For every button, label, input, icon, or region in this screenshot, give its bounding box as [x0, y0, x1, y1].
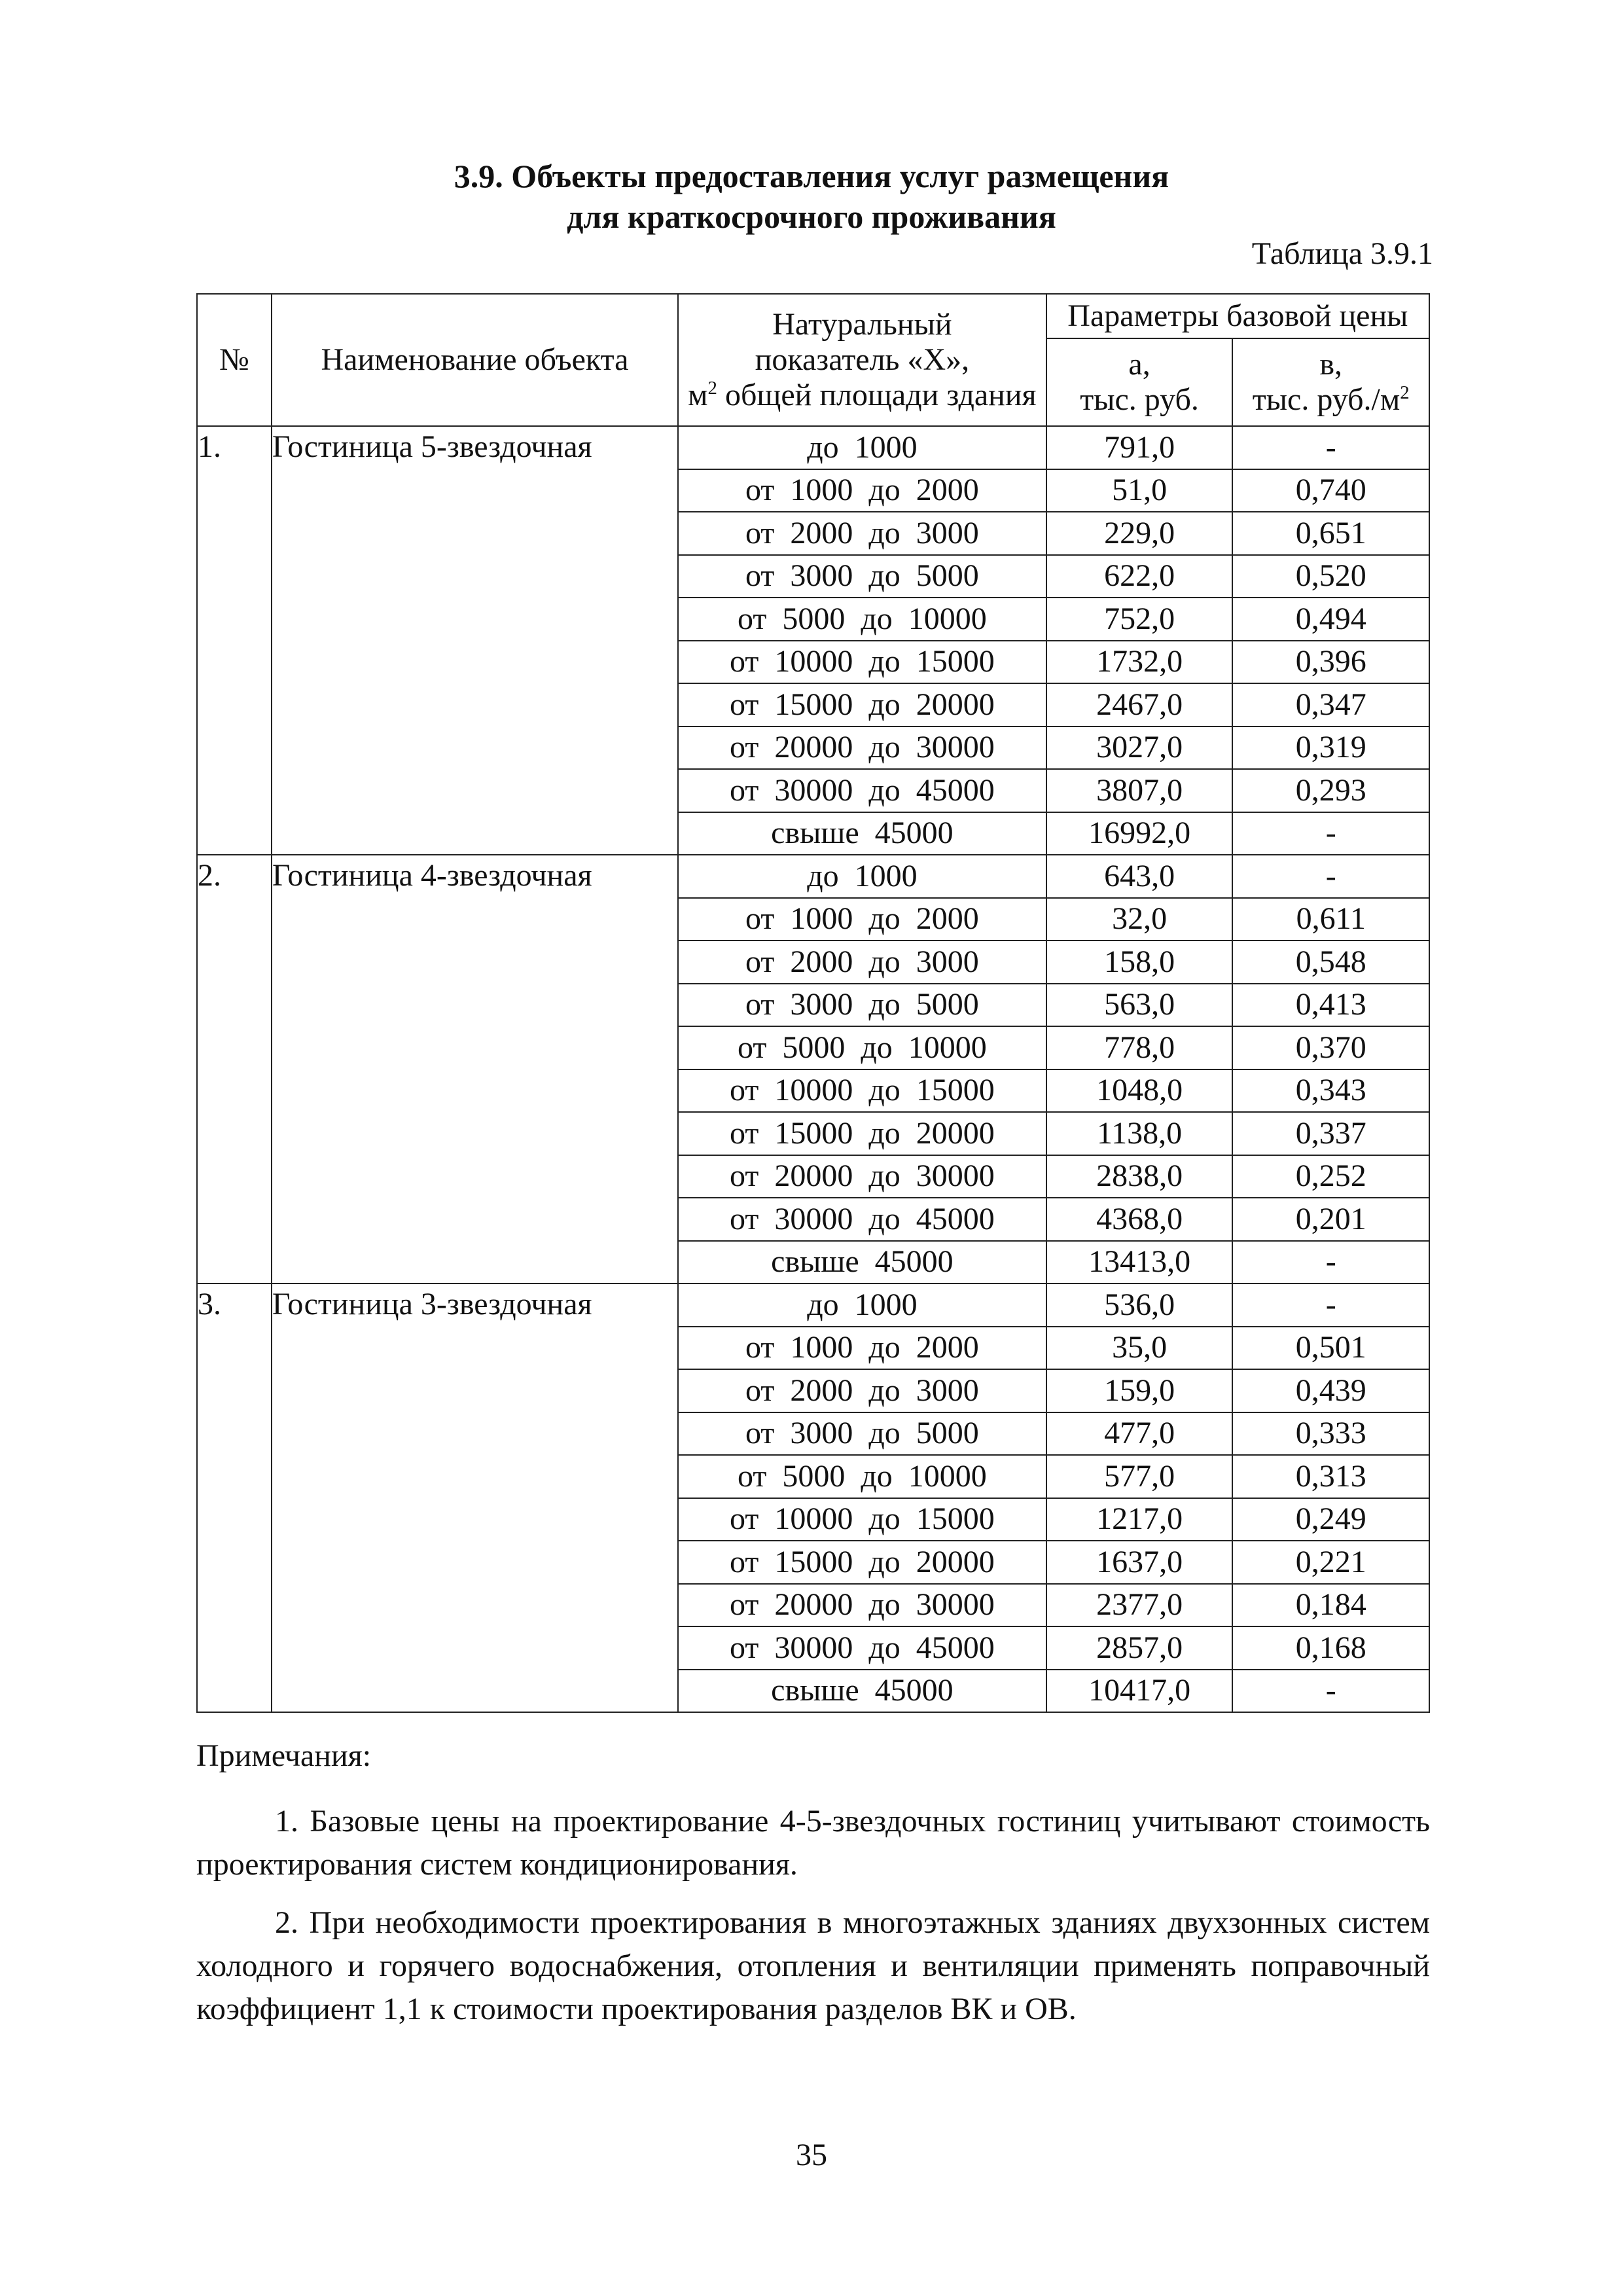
price-b: 0,313	[1232, 1455, 1429, 1498]
area-range: от 2000 до 3000	[678, 941, 1046, 984]
header-b-sup: 2	[1400, 382, 1410, 403]
header-natural-indicator	[678, 294, 1046, 426]
header-b-unit: тыс. руб./м	[1252, 382, 1400, 417]
price-a: 563,0	[1046, 984, 1233, 1027]
area-range: от 15000 до 20000	[678, 683, 1046, 726]
price-b: 0,413	[1232, 984, 1429, 1027]
price-b: 0,343	[1232, 1069, 1429, 1113]
price-a: 477,0	[1046, 1412, 1233, 1456]
area-range: свыше 45000	[678, 812, 1046, 855]
table-row	[197, 426, 1429, 469]
price-b: 0,370	[1232, 1026, 1429, 1069]
price-b: 0,611	[1232, 898, 1429, 941]
price-a: 2857,0	[1046, 1626, 1233, 1670]
price-b: 0,184	[1232, 1584, 1429, 1627]
area-range: от 2000 до 3000	[678, 1369, 1046, 1412]
price-b: 0,319	[1232, 726, 1429, 770]
area-range: от 1000 до 2000	[678, 469, 1046, 512]
price-a: 778,0	[1046, 1026, 1233, 1069]
price-a: 1138,0	[1046, 1112, 1233, 1155]
price-b: -	[1232, 1670, 1429, 1713]
price-a: 643,0	[1046, 855, 1233, 898]
header-params: Параметры базовой цены	[1046, 294, 1429, 338]
header-a	[1046, 338, 1233, 426]
header-b	[1232, 338, 1429, 426]
price-a: 158,0	[1046, 941, 1233, 984]
header-nat-line-3	[679, 378, 1046, 413]
header-num: №	[197, 294, 272, 426]
price-b: 0,293	[1232, 769, 1429, 812]
header-a-line-2: тыс. руб.	[1080, 382, 1199, 417]
price-b: 0,337	[1232, 1112, 1429, 1155]
price-b: 0,347	[1232, 683, 1429, 726]
price-a: 622,0	[1046, 555, 1233, 598]
notes-heading: Примечания:	[196, 1738, 372, 1773]
price-b: 0,252	[1232, 1155, 1429, 1198]
header-nat-unit: м	[688, 378, 708, 412]
price-b: 0,396	[1232, 641, 1429, 684]
price-a: 1732,0	[1046, 641, 1233, 684]
header-nat-rest: общей площади здания	[717, 378, 1037, 412]
area-range: от 15000 до 20000	[678, 1112, 1046, 1155]
area-range: от 5000 до 10000	[678, 1026, 1046, 1069]
group-number: 3.	[197, 1283, 272, 1712]
area-range: свыше 45000	[678, 1241, 1046, 1284]
price-a: 35,0	[1046, 1327, 1233, 1370]
area-range: от 3000 до 5000	[678, 555, 1046, 598]
price-table	[196, 293, 1430, 1713]
price-a: 1217,0	[1046, 1498, 1233, 1541]
price-a: 2377,0	[1046, 1584, 1233, 1627]
area-range: от 1000 до 2000	[678, 898, 1046, 941]
area-range: от 10000 до 15000	[678, 1069, 1046, 1113]
price-b: 0,249	[1232, 1498, 1429, 1541]
price-b: 0,548	[1232, 941, 1429, 984]
object-name: Гостиница 5-звездочная	[272, 426, 678, 855]
price-b: 0,439	[1232, 1369, 1429, 1412]
area-range: от 2000 до 3000	[678, 512, 1046, 555]
area-range: от 20000 до 30000	[678, 726, 1046, 770]
area-range: свыше 45000	[678, 1670, 1046, 1713]
price-a: 791,0	[1046, 426, 1233, 469]
header-nat-line-1: Натуральный	[772, 307, 952, 342]
area-range: от 30000 до 45000	[678, 769, 1046, 812]
price-b: -	[1232, 812, 1429, 855]
section-title-line-2: для краткосрочного проживания	[567, 198, 1056, 235]
area-range: от 30000 до 45000	[678, 1626, 1046, 1670]
price-b: 0,501	[1232, 1327, 1429, 1370]
price-b: 0,740	[1232, 469, 1429, 512]
area-range: от 10000 до 15000	[678, 641, 1046, 684]
header-b-line-2	[1233, 382, 1429, 418]
table-row	[197, 1283, 1429, 1327]
price-a: 752,0	[1046, 598, 1233, 641]
price-a: 2838,0	[1046, 1155, 1233, 1198]
area-range: от 30000 до 45000	[678, 1198, 1046, 1241]
price-b: 0,333	[1232, 1412, 1429, 1456]
area-range: от 3000 до 5000	[678, 984, 1046, 1027]
price-b: 0,168	[1232, 1626, 1429, 1670]
price-b: -	[1232, 1283, 1429, 1327]
table-label: Таблица 3.9.1	[1251, 236, 1433, 271]
note-2: 2. При необходимости проектирования в многоэтажных зданиях двухзонных систем холодного и горячего водоснабжения, отопления и вентиляции применять поправочный коэффициент 1,1 к стоимости проектирования разделов ВК и ОВ.	[196, 1905, 1430, 2026]
area-range: от 20000 до 30000	[678, 1155, 1046, 1198]
area-range: от 20000 до 30000	[678, 1584, 1046, 1627]
price-a: 577,0	[1046, 1455, 1233, 1498]
price-a: 3807,0	[1046, 769, 1233, 812]
price-a: 13413,0	[1046, 1241, 1233, 1284]
price-a: 1048,0	[1046, 1069, 1233, 1113]
area-range: от 1000 до 2000	[678, 1327, 1046, 1370]
area-range: от 10000 до 15000	[678, 1498, 1046, 1541]
price-b: -	[1232, 426, 1429, 469]
area-range: от 15000 до 20000	[678, 1541, 1046, 1584]
page-number: 35	[796, 2138, 827, 2172]
header-b-line-1: в,	[1319, 347, 1343, 382]
price-a: 536,0	[1046, 1283, 1233, 1327]
object-name: Гостиница 3-звездочная	[272, 1283, 678, 1712]
price-b: 0,221	[1232, 1541, 1429, 1584]
area-range: до 1000	[678, 855, 1046, 898]
price-b: 0,651	[1232, 512, 1429, 555]
price-a: 10417,0	[1046, 1670, 1233, 1713]
header-nat-sup: 2	[707, 378, 717, 399]
note-1: 1. Базовые цены на проектирование 4-5-звездочных гостиниц учитывают стоимость проектирования систем кондиционирования.	[196, 1804, 1430, 1882]
price-b: 0,494	[1232, 598, 1429, 641]
area-range: от 3000 до 5000	[678, 1412, 1046, 1456]
price-b: 0,520	[1232, 555, 1429, 598]
price-a: 229,0	[1046, 512, 1233, 555]
price-a: 1637,0	[1046, 1541, 1233, 1584]
header-a-line-1: а,	[1128, 347, 1150, 382]
area-range: до 1000	[678, 1283, 1046, 1327]
price-a: 3027,0	[1046, 726, 1233, 770]
price-a: 51,0	[1046, 469, 1233, 512]
group-number: 1.	[197, 426, 272, 855]
area-range: до 1000	[678, 426, 1046, 469]
object-name: Гостиница 4-звездочная	[272, 855, 678, 1283]
price-b: -	[1232, 855, 1429, 898]
price-a: 2467,0	[1046, 683, 1233, 726]
header-nat-line-2: показатель «X»,	[755, 342, 970, 377]
table-body	[197, 426, 1429, 1712]
section-title-line-1: 3.9. Объекты предоставления услуг размещения	[454, 158, 1169, 194]
table-row	[197, 855, 1429, 898]
header-name: Наименование объекта	[272, 294, 678, 426]
area-range: от 5000 до 10000	[678, 1455, 1046, 1498]
price-b: -	[1232, 1241, 1429, 1284]
area-range: от 5000 до 10000	[678, 598, 1046, 641]
price-b: 0,201	[1232, 1198, 1429, 1241]
group-number: 2.	[197, 855, 272, 1283]
price-a: 16992,0	[1046, 812, 1233, 855]
price-a: 159,0	[1046, 1369, 1233, 1412]
price-a: 4368,0	[1046, 1198, 1233, 1241]
price-a: 32,0	[1046, 898, 1233, 941]
